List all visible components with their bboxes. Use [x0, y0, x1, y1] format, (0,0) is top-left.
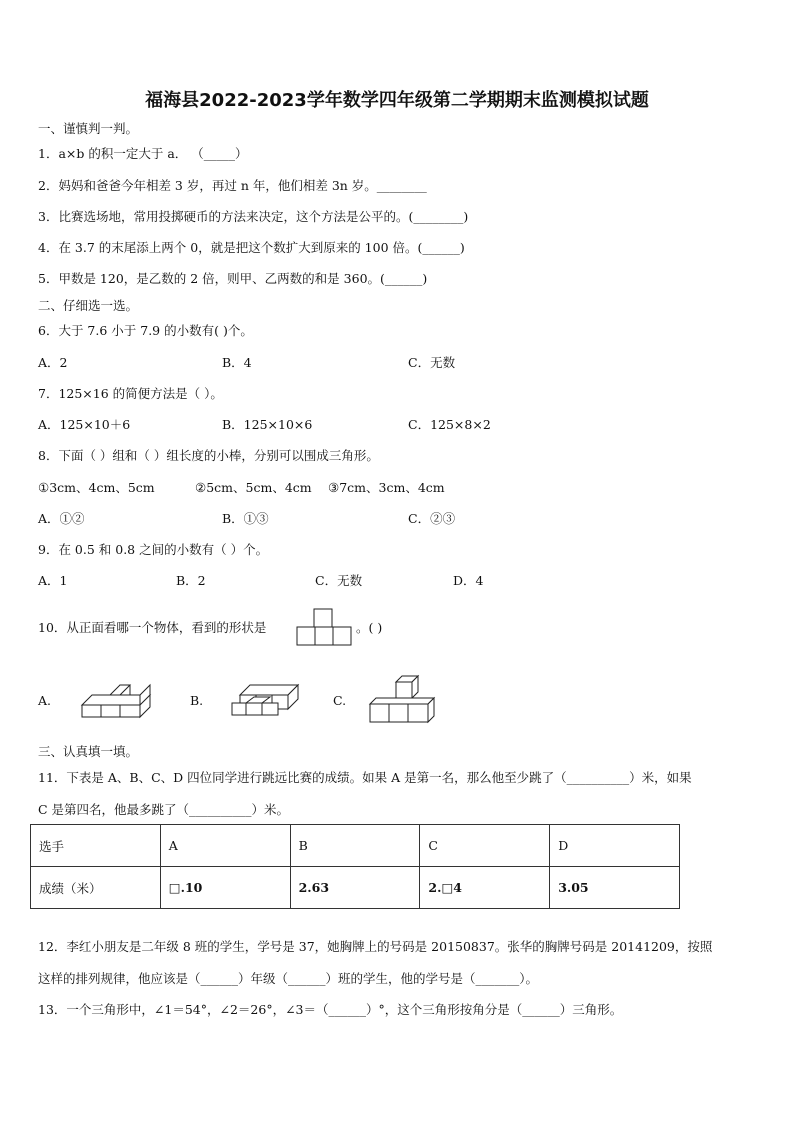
q10-front-view-figure — [296, 608, 354, 646]
table-cell: 2.□4 — [420, 867, 550, 909]
q6-option-a: A．2 — [38, 355, 68, 370]
q6-option-b: B．4 — [222, 355, 252, 370]
question-10-suffix: 。( ) — [356, 620, 383, 635]
q8-option-b: B．①③ — [222, 511, 269, 526]
question-8: 8．下面（ ）组和（ ）组长度的小棒，分别可以围成三角形。 — [38, 448, 379, 463]
question-10-prefix: 10．从正面看哪一个物体，看到的形状是 — [38, 620, 267, 635]
table-header-row — [31, 825, 680, 867]
table-header-cell: C — [420, 825, 550, 867]
q10-option-c-label: C. — [333, 693, 347, 708]
question-4: 4．在 3.7 的末尾添上两个 0，就是把这个数扩大到原来的 100 倍。(______) — [38, 240, 465, 255]
q10-option-b-label: B. — [190, 693, 204, 708]
question-9: 9．在 0.5 和 0.8 之间的小数有（ ）个。 — [38, 542, 269, 557]
question-3: 3．比赛选场地，常用投掷硬币的方法来决定，这个方法是公平的。(________) — [38, 209, 469, 224]
section-heading-2: 二、仔细选一选。 — [38, 298, 139, 313]
section-heading-3: 三、认真填一填。 — [38, 744, 139, 759]
table-cell: 3.05 — [550, 867, 680, 909]
question-1: 1．a×b 的积一定大于 a． （_____） — [38, 146, 248, 161]
q7-option-c: C．125×8×2 — [408, 417, 491, 432]
score-table — [30, 824, 680, 909]
table-header-cell: D — [550, 825, 680, 867]
q9-option-d: D．4 — [453, 573, 484, 588]
table-cell: □.10 — [160, 867, 290, 909]
question-13: 13．一个三角形中，∠1＝54°，∠2＝26°，∠3＝（______）°，这个三角形按角分是（______）三角形。 — [38, 1002, 623, 1017]
q7-option-a: A．125×10＋6 — [38, 417, 131, 432]
q10-option-a-label: A. — [38, 693, 52, 708]
table-cell: 2.63 — [290, 867, 420, 909]
q10-option-b-figure — [230, 683, 302, 719]
table-header-cell: A — [160, 825, 290, 867]
question-6: 6．大于 7.6 小于 7.9 的小数有( )个。 — [38, 323, 253, 338]
question-2: 2．妈妈和爸爸今年相差 3 岁，再过 n 年，他们相差 3n 岁。________ — [38, 178, 427, 193]
q10-option-a-figure — [80, 683, 160, 719]
q8-stick-group-2: ②5cm、5cm、4cm — [195, 480, 312, 495]
table-cell: 成绩（米） — [31, 867, 161, 909]
page-title: 福海县2022-2023学年数学四年级第二学期期末监测模拟试题 — [145, 90, 649, 111]
q8-option-a: A．①② — [38, 511, 85, 526]
q8-option-c: C．②③ — [408, 511, 456, 526]
question-11-line-1: 11．下表是 A、B、C、D 四位同学进行跳远比赛的成绩。如果 A 是第一名，那么他至少跳了（__________）米，如果 — [38, 770, 692, 785]
q7-option-b: B．125×10×6 — [222, 417, 313, 432]
table-row — [31, 867, 680, 909]
question-7: 7．125×16 的简便方法是（ ）。 — [38, 386, 223, 401]
q9-option-c: C．无数 — [315, 573, 363, 588]
q9-option-a: A．1 — [38, 573, 68, 588]
q9-option-b: B．2 — [176, 573, 206, 588]
q8-stick-group-3: ③7cm、3cm、4cm — [328, 480, 445, 495]
table-header-cell: 选手 — [31, 825, 161, 867]
question-12-line-2: 这样的排列规律，他应该是（______）年级（______）班的学生，他的学号是（_______）。 — [38, 971, 539, 986]
q10-option-c-figure — [368, 674, 438, 726]
q6-option-c: C．无数 — [408, 355, 456, 370]
table-header-cell: B — [290, 825, 420, 867]
question-5: 5．甲数是 120，是乙数的 2 倍，则甲、乙两数的和是 360。(______) — [38, 271, 428, 286]
section-heading-1: 一、谨慎判一判。 — [38, 121, 139, 136]
question-12-line-1: 12．李红小朋友是二年级 8 班的学生，学号是 37，她胸牌上的号码是 20150837。张华的胸牌号码是 20141209，按照 — [38, 939, 713, 954]
q8-stick-group-1: ①3cm、4cm、5cm — [38, 480, 155, 495]
question-11-line-2: C 是第四名，他最多跳了（__________）米。 — [38, 802, 290, 817]
